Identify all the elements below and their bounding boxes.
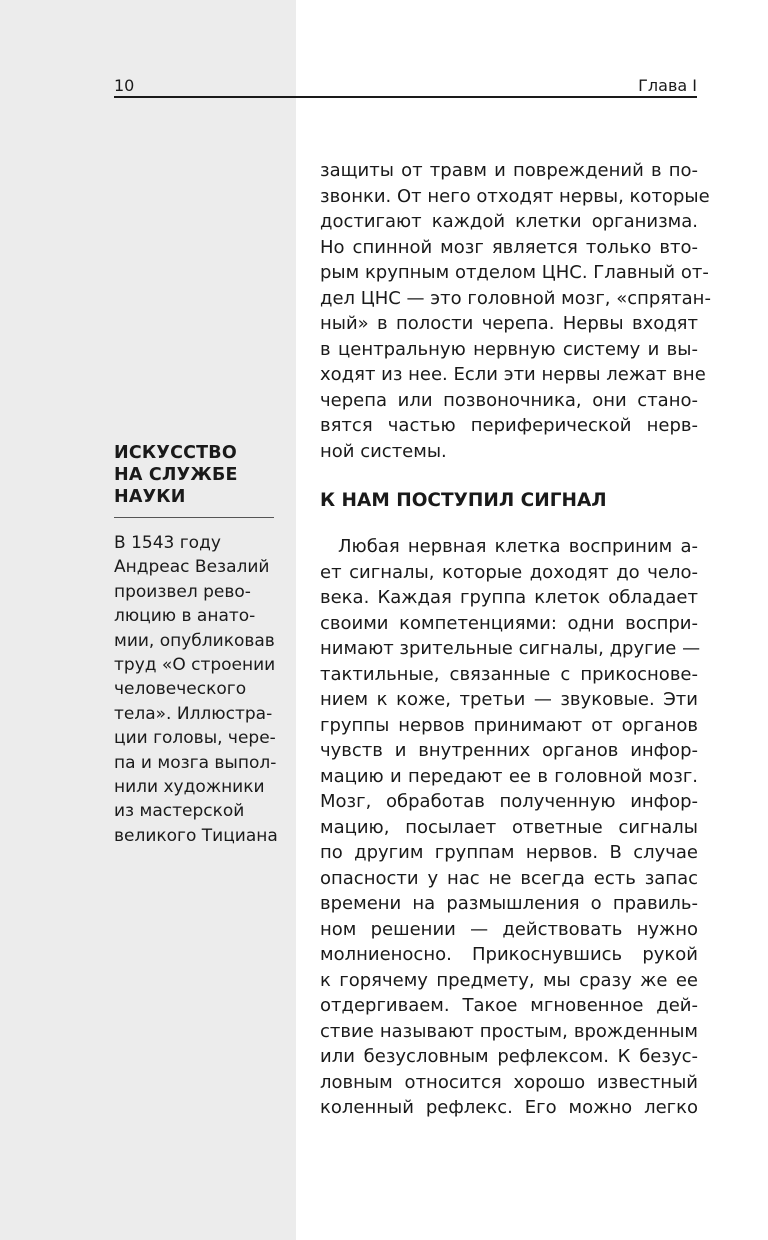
- header-rule: [114, 96, 697, 98]
- sidebar-text-line: тела». Иллюстра-: [114, 703, 273, 724]
- sidebar-note: [114, 442, 292, 848]
- text-line: Мозг, обработав полученную инфор-: [320, 791, 698, 812]
- sidebar-title-line: ИСКУССТВО: [114, 443, 237, 463]
- text-line: ет сигналы, которые доходят до чело-: [320, 561, 698, 583]
- text-line: черепа или позвоночника, они стано-: [320, 389, 698, 411]
- sidebar-text-line: великого Тициана: [114, 825, 278, 846]
- sidebar-text-line: мии, опубликовав: [114, 630, 275, 651]
- text-line: мацию, посылает ответные сигналы: [320, 816, 698, 838]
- text-line: ной системы.: [320, 440, 447, 462]
- text-line: опасности у нас не всегда есть запас: [320, 867, 698, 889]
- text-line: Любая нервная клетка восприним а-: [338, 536, 698, 557]
- sidebar-text-line: па и мозга выпол-: [114, 752, 277, 773]
- text-line: Но спинной мозг является только вто-: [320, 236, 698, 258]
- sidebar-text-line: труд «О строении: [114, 655, 276, 676]
- text-line: к горячему предмету, мы сразу же ее: [320, 969, 698, 991]
- sidebar-text-line: человеческого: [114, 679, 247, 700]
- main-text-column: [320, 158, 711, 1121]
- text-line: молниеносно. Прикоснувшись рукой: [320, 944, 698, 965]
- chapter-label: Глава I: [638, 76, 697, 95]
- text-line: защиты от травм и повреждений в по-: [320, 160, 698, 181]
- text-line: ходят из нее. Если эти нервы лежат вне: [320, 364, 706, 385]
- text-line: мацию и передают ее в головной мозг.: [320, 765, 698, 787]
- sidebar-rule: [114, 517, 274, 518]
- text-line: или безусловным рефлексом. К безус-: [320, 1046, 698, 1067]
- text-line: времени на размышления о правиль-: [320, 893, 698, 914]
- text-line: ствие называют простым, врожденным: [320, 1020, 698, 1042]
- text-line: достигают каждой клетки организма.: [320, 211, 698, 232]
- sidebar-text-line: произвел рево-: [114, 581, 251, 602]
- text-line: ловным относится хорошо известный: [320, 1071, 698, 1093]
- text-line: вятся частью периферической нерв-: [320, 415, 698, 436]
- page-number: 10: [114, 76, 135, 95]
- text-line: века. Каждая группа клеток обладает: [320, 587, 698, 608]
- text-line: ный» в полости черепа. Нервы входят: [320, 313, 698, 334]
- text-line: в центральную нервную систему и вы-: [320, 338, 698, 360]
- text-line: своими компетенциями: одни воспри-: [320, 612, 698, 634]
- text-line: тактильные, связанные с прикоснове-: [320, 663, 698, 685]
- sidebar-text-line: Андреас Везалий: [114, 557, 270, 578]
- sidebar-title-line: НАУКИ: [114, 487, 186, 507]
- text-line: чувств и внутренних органов инфор-: [320, 740, 698, 761]
- text-line: нием к коже, третьи — звуковые. Эти: [320, 689, 698, 710]
- paragraph-continued: [320, 158, 711, 464]
- text-line: звонки. От него отходят нервы, которые: [320, 185, 710, 207]
- sidebar-text-line: В 1543 году: [114, 533, 221, 553]
- sidebar-text-line: ции головы, чере-: [114, 728, 276, 749]
- text-line: ном решении — действовать нужно: [320, 918, 698, 940]
- text-line: дел ЦНС — это головной мозг, «спрятан-: [320, 287, 711, 309]
- text-line: нимают зрительные сигналы, другие —: [320, 638, 701, 659]
- text-line: рым крупным отделом ЦНС. Главный от-: [320, 262, 709, 283]
- text-line: по другим группам нервов. В случае: [320, 842, 698, 863]
- text-line: отдергиваем. Такое мгновенное дей-: [320, 995, 698, 1016]
- sidebar-title-line: НА СЛУЖБЕ: [114, 465, 238, 485]
- sidebar-title: [114, 442, 292, 508]
- paragraph: [320, 534, 701, 1121]
- text-line: коленный рефлекс. Его можно легко: [320, 1097, 698, 1118]
- sidebar-text-line: люцию в анато-: [114, 606, 256, 627]
- sidebar-text-line: нили художники: [114, 777, 265, 798]
- sidebar-text: [114, 531, 292, 848]
- text-line: группы нервов принимают от органов: [320, 714, 698, 736]
- section-heading: К НАМ ПОСТУПИЛ СИГНАЛ: [320, 490, 607, 511]
- sidebar-text-line: из мастерской: [114, 801, 245, 822]
